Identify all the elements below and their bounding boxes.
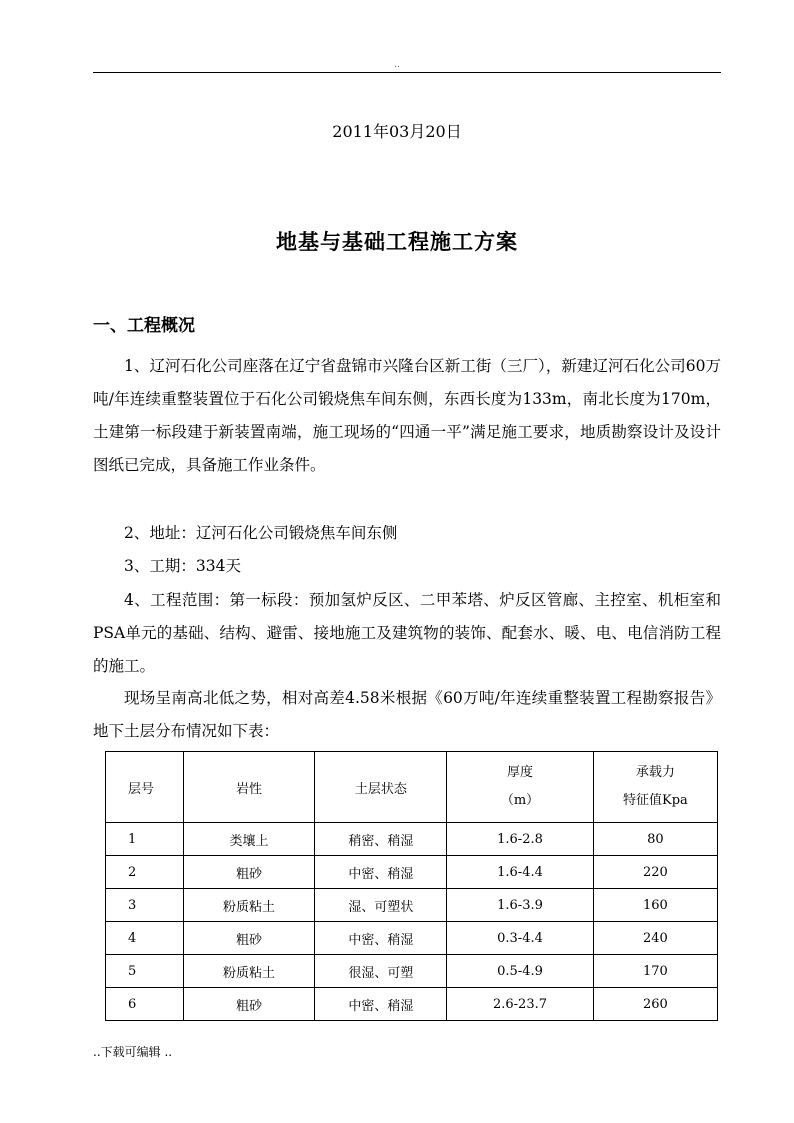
header-rule — [93, 72, 721, 73]
soil-layer-table — [105, 751, 718, 1021]
cell-thickness: 1.6-4.4 — [447, 856, 594, 889]
header-capacity — [593, 752, 717, 823]
table-row — [106, 955, 718, 988]
header-dots: .. — [394, 60, 400, 70]
header-layer: 层号 — [106, 752, 184, 823]
cell-state: 中密、稍湿 — [315, 856, 447, 889]
cell-capacity: 240 — [593, 922, 717, 955]
cell-layer: 3 — [106, 889, 184, 922]
cell-thickness: 0.3-4.4 — [447, 922, 594, 955]
cell-layer: 2 — [106, 856, 184, 889]
cell-thickness: 1.6-2.8 — [447, 823, 594, 856]
header-thickness-line1: 厚度 — [506, 765, 533, 780]
paragraph-location: 1、辽河石化公司座落在辽宁省盘锦市兴隆台区新工街（三厂），新建辽河石化公司60万吨/年连续重整装置位于石化公司锻烧焦车间东侧，东西长度为133m，南北长度为170m，土建第一标段建于新装置南端，施工现场的“四通一平”满足施工要求，地质勘察设计及设计图纸已完成，具备施工作业条件。 — [93, 357, 721, 474]
cell-state: 中密、稍湿 — [315, 988, 447, 1021]
cell-rock: 粉质粘土 — [183, 955, 315, 988]
header-capacity-line2: 特征值Kpa — [623, 793, 688, 808]
cell-layer: 1 — [106, 823, 184, 856]
document-date: 2011年03月20日 — [332, 122, 462, 141]
cell-rock: 粉质粘土 — [183, 889, 315, 922]
cell-state: 很湿、可塑 — [315, 955, 447, 988]
cell-rock: 粗砂 — [183, 922, 315, 955]
cell-thickness: 1.6-3.9 — [447, 889, 594, 922]
paragraph-terrain: 现场呈南高北低之势，相对高差4.58米根据《60万吨/年连续重整装置工程勘察报告》地下土层分布情况如下表： — [93, 689, 721, 740]
table-row — [106, 856, 718, 889]
cell-rock: 粗砂 — [183, 988, 315, 1021]
paragraph-scope: 4、工程范围：第一标段：预加氢炉反区、二甲苯塔、炉反区管廊、主控室、机柜室和PSA单元的基础、结构、避雷、接地施工及建筑物的装饰、配套水、暖、电、电信消防工程的施工。 — [93, 591, 721, 675]
cell-layer: 4 — [106, 922, 184, 955]
cell-layer: 6 — [106, 988, 184, 1021]
cell-state: 湿、可塑状 — [315, 889, 447, 922]
cell-capacity: 260 — [593, 988, 717, 1021]
cell-thickness: 0.5-4.9 — [447, 955, 594, 988]
cell-rock: 粗砂 — [183, 856, 315, 889]
header-thickness — [447, 752, 594, 823]
paragraph-duration: 3、工期：334天 — [124, 557, 241, 575]
table-row — [106, 988, 718, 1021]
cell-state: 稍密、稍湿 — [315, 823, 447, 856]
section-heading-overview: 一、工程概况 — [93, 316, 195, 336]
paragraph-address: 2、地址：辽河石化公司锻烧焦车间东侧 — [124, 524, 398, 542]
header-rock: 岩性 — [183, 752, 315, 823]
cell-rock: 类壤上 — [183, 823, 315, 856]
cell-layer: 5 — [106, 955, 184, 988]
header-capacity-line1: 承载力 — [635, 765, 675, 780]
footer-note: ..下载可编辑 .. — [93, 1045, 173, 1059]
cell-capacity: 80 — [593, 823, 717, 856]
table-row — [106, 823, 718, 856]
header-thickness-line2: （m） — [500, 793, 540, 808]
cell-capacity: 160 — [593, 889, 717, 922]
header-state: 土层状态 — [315, 752, 447, 823]
cell-capacity: 220 — [593, 856, 717, 889]
document-title: 地基与基础工程施工方案 — [276, 229, 518, 254]
cell-capacity: 170 — [593, 955, 717, 988]
table-row — [106, 922, 718, 955]
table-row — [106, 889, 718, 922]
cell-thickness: 2.6-23.7 — [447, 988, 594, 1021]
cell-state: 中密、稍湿 — [315, 922, 447, 955]
table-header-row — [106, 752, 718, 823]
